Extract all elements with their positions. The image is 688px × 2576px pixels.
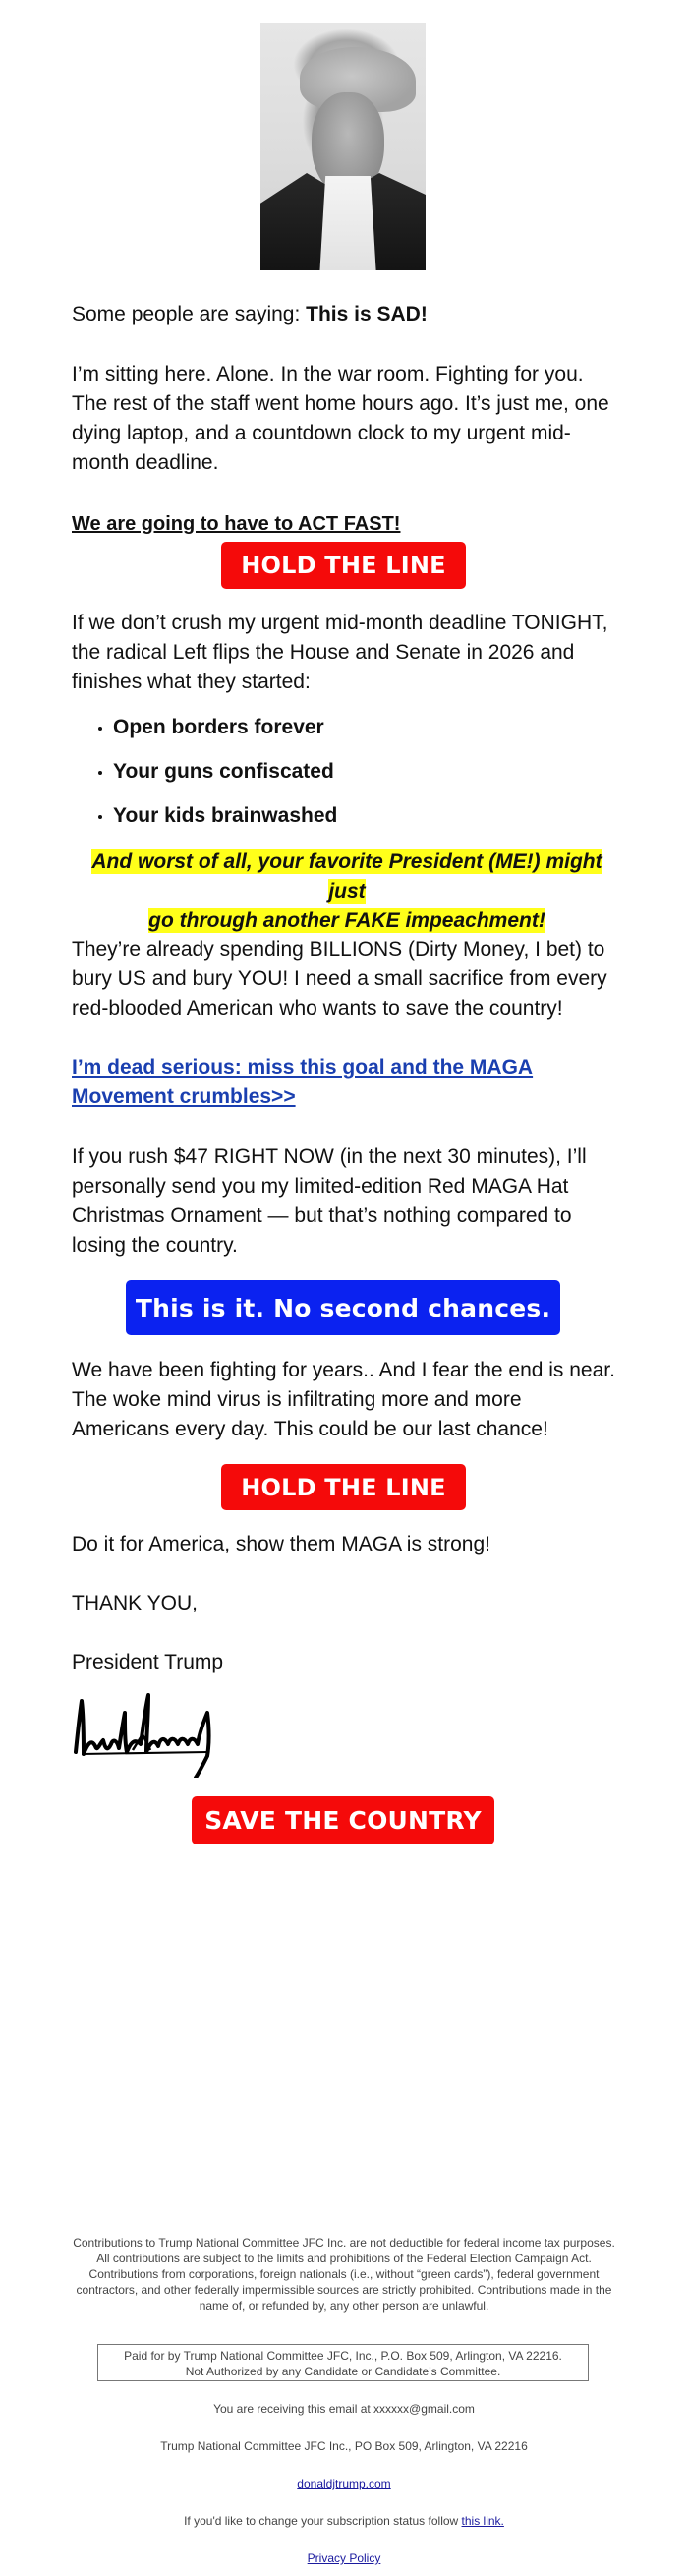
save-the-country-button[interactable]: SAVE THE COUNTRY (192, 1796, 494, 1844)
intro-bold-text: This is SAD! (306, 303, 428, 325)
billions-paragraph: They’re already spending BILLIONS (Dirty Money, I bet) to bury US and bury YOU! I need a small sacrifice from every red-blooded American who wants to save the country! (72, 938, 607, 1020)
list-item: Your guns confiscated (98, 757, 609, 787)
intro-paragraph (72, 300, 622, 329)
legal-disclaimer: Contributions to Trump National Committee JFC Inc. are not deductible for federal income tax purposes. All contributions are subject to the limits and prohibitions of the Federal Election Campaign Act. Contributions from corporations, foreign nationals (i.e., without “green cards”), federal government contractors, and other federally impermissible sources are strictly prohibited. Contributions made in the name of, or refunded by, any other person are unlawful. (73, 2236, 615, 2313)
no-second-chances-button[interactable]: This is it. No second chances. (126, 1280, 560, 1335)
impeachment-highlight (72, 848, 622, 936)
receiving-email-notice: You are receiving this email at xxxxxx@gmail.com (213, 2402, 475, 2416)
subscription-text: If you'd like to change your subscription status follow (184, 2514, 462, 2528)
fighting-paragraph: We have been fighting for years.. And I fear the end is near. The woke mind virus is infiltrating more and more Americans every day. This could be our last chance! (72, 1359, 615, 1440)
privacy-policy-link[interactable]: Privacy Policy (307, 2551, 381, 2565)
website-link[interactable]: donaldjtrump.com (297, 2477, 391, 2490)
highlight-line-2: go through another FAKE impeachment! (148, 909, 545, 932)
list-item: Open borders forever (98, 713, 609, 742)
war-room-paragraph: I’m sitting here. Alone. In the war room. Fighting for you. The rest of the staff went home hours ago. It’s just me, one dying laptop, and a countdown clock to my urgent mid-month deadline. (72, 363, 609, 474)
ornament-offer-paragraph: If you rush $47 RIGHT NOW (in the next 30 minutes), I’ll personally send you my limited-edition Red MAGA Hat Christmas Ornament — but that’s nothing compared to losing the country. (72, 1145, 587, 1257)
hold-the-line-button[interactable]: HOLD THE LINE (221, 542, 466, 589)
bullet-icon (98, 727, 102, 731)
hold-the-line-button-2[interactable]: HOLD THE LINE (221, 1464, 466, 1510)
threat-list (98, 713, 609, 846)
do-it-for-america-paragraph: Do it for America, show them MAGA is strong! (72, 1533, 490, 1555)
closing-thank-you: THANK YOU, (72, 1592, 198, 1614)
bullet-icon (98, 771, 102, 775)
subscription-row (0, 2513, 688, 2529)
list-item: Your kids brainwashed (98, 801, 609, 831)
dead-serious-link[interactable]: I’m dead serious: miss this goal and the MAGA Movement crumbles>> (72, 1056, 534, 1108)
intro-text: Some people are saying: (72, 303, 307, 325)
deadline-paragraph: If we don’t crush my urgent mid-month deadline TONIGHT, the radical Left flips the House and Senate in 2026 and finishes what they started: (72, 612, 608, 693)
mailing-address: Trump National Committee JFC Inc., PO Box 509, Arlington, VA 22216 (160, 2439, 528, 2453)
paid-for-box: Paid for by Trump National Committee JFC, Inc., P.O. Box 509, Arlington, VA 22216. Not Authorized by any Candidate or Candidate’s Committee. (97, 2344, 589, 2381)
highlight-line-1: And worst of all, your favorite President (ME!) might just (91, 850, 602, 903)
dead-serious-paragraph (72, 1053, 622, 1112)
photo-shirt-shape (319, 176, 375, 270)
act-fast-heading: We are going to have to ACT FAST! (72, 513, 401, 535)
signer-name: President Trump (72, 1651, 224, 1673)
privacy-row (0, 2550, 688, 2566)
header-portrait-photo (260, 23, 426, 270)
website-link-row (0, 2476, 688, 2491)
bullet-icon (98, 815, 102, 819)
signature-image (72, 1693, 225, 1778)
subscription-link[interactable]: this link. (461, 2514, 504, 2528)
